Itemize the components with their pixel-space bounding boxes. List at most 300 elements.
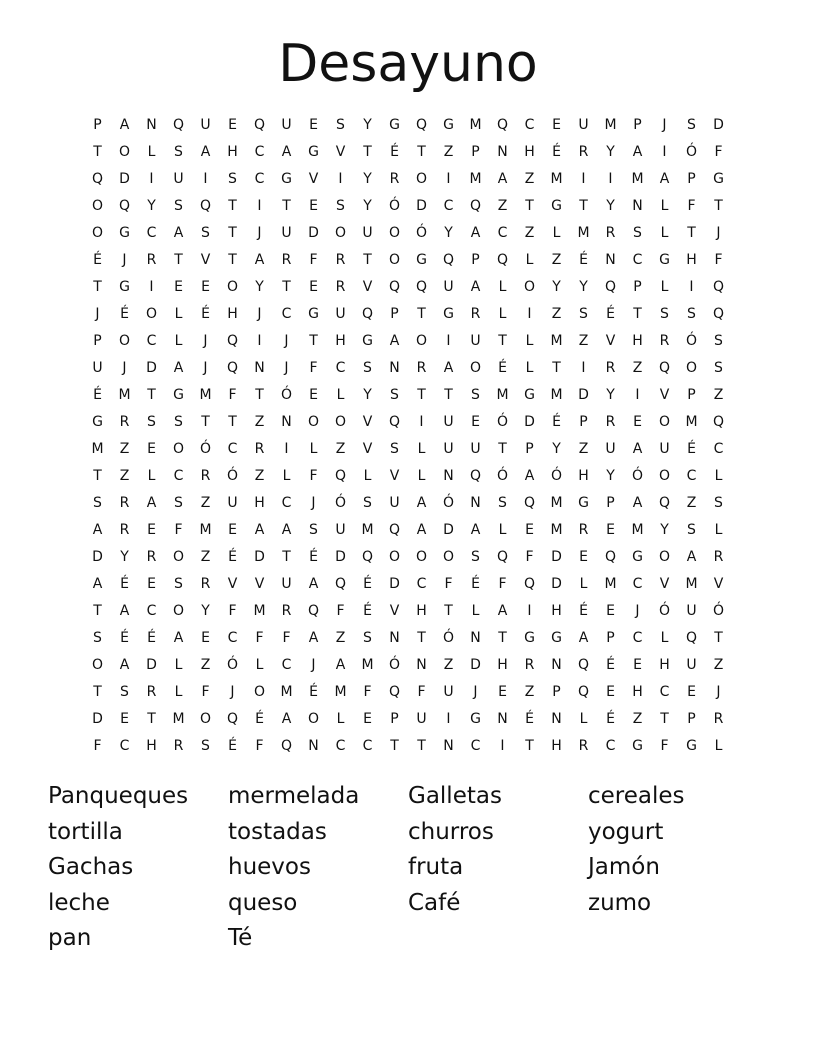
grid-letter[interactable]: É [120, 630, 129, 646]
grid-letter[interactable]: S [363, 630, 372, 646]
grid-letter[interactable]: S [93, 495, 102, 511]
grid-letter[interactable]: L [336, 711, 345, 727]
grid-letter[interactable]: P [687, 387, 696, 403]
grid-letter[interactable]: E [120, 711, 129, 727]
grid-letter[interactable]: L [309, 441, 318, 457]
grid-letter[interactable]: L [174, 657, 183, 673]
grid-letter[interactable]: E [606, 522, 615, 538]
grid-letter[interactable]: D [713, 117, 724, 133]
grid-letter[interactable]: G [119, 225, 130, 241]
grid-letter[interactable]: O [658, 549, 671, 565]
grid-letter[interactable]: C [146, 333, 157, 349]
grid-letter[interactable]: Ó [496, 414, 509, 430]
grid-letter[interactable]: F [444, 576, 453, 592]
grid-letter[interactable]: J [257, 306, 262, 322]
grid-letter[interactable]: L [147, 144, 156, 160]
grid-letter[interactable]: A [281, 711, 292, 727]
grid-letter[interactable]: G [632, 549, 643, 565]
grid-letter[interactable]: C [173, 468, 184, 484]
grid-letter[interactable]: É [309, 684, 318, 700]
grid-letter[interactable]: J [716, 225, 721, 241]
grid-letter[interactable]: I [635, 387, 640, 403]
grid-letter[interactable]: J [716, 684, 721, 700]
grid-letter[interactable]: A [308, 630, 319, 646]
grid-letter[interactable]: T [552, 360, 561, 376]
grid-letter[interactable]: J [635, 603, 640, 619]
grid-letter[interactable]: E [309, 279, 318, 295]
grid-letter[interactable]: Z [254, 414, 265, 430]
grid-letter[interactable]: Q [91, 171, 104, 187]
grid-letter[interactable]: P [633, 279, 642, 295]
grid-letter[interactable]: R [578, 144, 589, 160]
grid-letter[interactable]: Z [335, 441, 346, 457]
grid-letter[interactable]: T [309, 333, 318, 349]
grid-letter[interactable]: Z [200, 495, 211, 511]
grid-letter[interactable]: C [632, 576, 643, 592]
grid-letter[interactable]: O [145, 306, 158, 322]
grid-letter[interactable]: Q [577, 657, 590, 673]
grid-letter[interactable]: O [307, 414, 320, 430]
grid-letter[interactable]: É [228, 738, 237, 754]
grid-letter[interactable]: C [605, 738, 616, 754]
grid-letter[interactable]: N [146, 117, 157, 133]
grid-letter[interactable]: A [335, 657, 346, 673]
grid-letter[interactable]: Y [201, 603, 210, 619]
grid-letter[interactable]: É [606, 711, 615, 727]
grid-letter[interactable]: L [660, 198, 669, 214]
grid-letter[interactable]: E [525, 522, 534, 538]
grid-letter[interactable]: F [228, 387, 237, 403]
grid-letter[interactable]: A [416, 495, 427, 511]
grid-letter[interactable]: E [201, 630, 210, 646]
grid-letter[interactable]: P [471, 144, 480, 160]
grid-letter[interactable]: L [417, 441, 426, 457]
grid-letter[interactable]: T [714, 198, 723, 214]
grid-letter[interactable]: S [201, 738, 210, 754]
grid-letter[interactable]: P [606, 495, 615, 511]
grid-letter[interactable]: I [284, 441, 289, 457]
grid-letter[interactable]: R [281, 252, 292, 268]
grid-letter[interactable]: T [633, 306, 642, 322]
grid-letter[interactable]: A [119, 117, 130, 133]
grid-letter[interactable]: U [92, 360, 103, 376]
grid-letter[interactable]: L [714, 468, 723, 484]
grid-letter[interactable]: P [552, 684, 561, 700]
grid-letter[interactable]: H [632, 333, 643, 349]
grid-letter[interactable]: R [713, 711, 724, 727]
grid-letter[interactable]: R [200, 576, 211, 592]
grid-letter[interactable]: O [91, 657, 104, 673]
grid-letter[interactable]: I [446, 711, 451, 727]
grid-letter[interactable]: P [93, 117, 102, 133]
grid-letter[interactable]: R [254, 441, 265, 457]
grid-letter[interactable]: Z [119, 441, 130, 457]
grid-letter[interactable]: Q [523, 495, 536, 511]
grid-letter[interactable]: S [174, 414, 183, 430]
grid-letter[interactable]: J [311, 495, 316, 511]
grid-letter[interactable]: T [363, 252, 372, 268]
grid-letter[interactable]: R [578, 522, 589, 538]
grid-letter[interactable]: Q [226, 711, 239, 727]
grid-letter[interactable]: H [335, 333, 346, 349]
grid-letter[interactable]: F [660, 738, 669, 754]
grid-letter[interactable]: F [687, 198, 696, 214]
grid-letter[interactable]: G [470, 711, 481, 727]
grid-letter[interactable]: D [146, 360, 157, 376]
grid-letter[interactable]: I [527, 603, 532, 619]
grid-letter[interactable]: J [122, 360, 127, 376]
grid-letter[interactable]: S [714, 360, 723, 376]
grid-letter[interactable]: N [389, 630, 400, 646]
grid-letter[interactable]: R [146, 684, 157, 700]
grid-letter[interactable]: L [579, 576, 588, 592]
grid-letter[interactable]: Q [334, 468, 347, 484]
grid-letter[interactable]: J [284, 360, 289, 376]
grid-letter[interactable]: E [498, 684, 507, 700]
grid-letter[interactable]: T [93, 279, 102, 295]
grid-letter[interactable]: É [228, 549, 237, 565]
grid-letter[interactable]: A [146, 495, 157, 511]
grid-letter[interactable]: T [714, 630, 723, 646]
grid-letter[interactable]: V [308, 171, 319, 187]
grid-letter[interactable]: S [93, 630, 102, 646]
grid-letter[interactable]: T [444, 387, 453, 403]
grid-letter[interactable]: O [91, 198, 104, 214]
grid-letter[interactable]: V [227, 576, 238, 592]
grid-letter[interactable]: N [605, 252, 616, 268]
grid-letter[interactable]: V [605, 333, 616, 349]
grid-letter[interactable]: S [201, 225, 210, 241]
grid-letter[interactable]: T [417, 387, 426, 403]
grid-letter[interactable]: M [550, 171, 563, 187]
grid-letter[interactable]: N [470, 495, 481, 511]
grid-letter[interactable]: A [173, 225, 184, 241]
grid-letter[interactable]: O [118, 333, 131, 349]
grid-letter[interactable]: E [147, 576, 156, 592]
grid-letter[interactable]: M [469, 117, 482, 133]
grid-letter[interactable]: É [525, 711, 534, 727]
grid-letter[interactable]: É [552, 144, 561, 160]
grid-letter[interactable]: I [149, 279, 154, 295]
grid-letter[interactable]: L [714, 522, 723, 538]
grid-letter[interactable]: H [686, 252, 697, 268]
grid-letter[interactable]: E [174, 279, 183, 295]
grid-letter[interactable]: A [200, 144, 211, 160]
grid-letter[interactable]: F [201, 684, 210, 700]
grid-letter[interactable]: A [308, 576, 319, 592]
grid-letter[interactable]: E [309, 117, 318, 133]
grid-letter[interactable]: A [470, 279, 481, 295]
grid-letter[interactable]: D [389, 576, 400, 592]
grid-letter[interactable]: M [91, 441, 104, 457]
grid-letter[interactable]: Q [388, 684, 401, 700]
grid-letter[interactable]: I [257, 198, 262, 214]
grid-letter[interactable]: Y [552, 279, 561, 295]
grid-letter[interactable]: T [579, 198, 588, 214]
grid-letter[interactable]: S [714, 333, 723, 349]
grid-letter[interactable]: H [551, 603, 562, 619]
grid-letter[interactable]: F [309, 360, 318, 376]
grid-letter[interactable]: O [388, 252, 401, 268]
grid-letter[interactable]: H [227, 144, 238, 160]
grid-letter[interactable]: S [687, 522, 696, 538]
grid-letter[interactable]: F [228, 603, 237, 619]
grid-letter[interactable]: T [228, 198, 237, 214]
grid-letter[interactable]: N [551, 657, 562, 673]
grid-letter[interactable]: Z [497, 198, 508, 214]
grid-letter[interactable]: L [714, 738, 723, 754]
grid-letter[interactable]: F [309, 468, 318, 484]
grid-letter[interactable]: O [199, 711, 212, 727]
grid-letter[interactable]: L [174, 306, 183, 322]
grid-letter[interactable]: Z [551, 252, 562, 268]
grid-letter[interactable]: E [147, 522, 156, 538]
grid-letter[interactable]: M [631, 522, 644, 538]
grid-letter[interactable]: Y [363, 198, 372, 214]
grid-letter[interactable]: U [605, 441, 616, 457]
grid-letter[interactable]: U [335, 306, 346, 322]
grid-letter[interactable]: Ó [199, 441, 212, 457]
grid-letter[interactable]: Q [712, 306, 725, 322]
grid-letter[interactable]: Q [604, 549, 617, 565]
grid-letter[interactable]: Ó [685, 144, 698, 160]
grid-letter[interactable]: C [254, 144, 265, 160]
grid-letter[interactable]: T [498, 441, 507, 457]
grid-letter[interactable]: D [416, 198, 427, 214]
grid-letter[interactable]: G [524, 387, 535, 403]
grid-letter[interactable]: E [309, 387, 318, 403]
grid-letter[interactable]: U [578, 117, 589, 133]
grid-letter[interactable]: Ó [442, 495, 455, 511]
grid-letter[interactable]: M [469, 171, 482, 187]
grid-letter[interactable]: Q [712, 279, 725, 295]
grid-letter[interactable]: D [119, 171, 130, 187]
grid-letter[interactable]: U [200, 117, 211, 133]
grid-letter[interactable]: Q [442, 252, 455, 268]
grid-letter[interactable]: Ó [442, 630, 455, 646]
grid-letter[interactable]: T [93, 603, 102, 619]
grid-letter[interactable]: A [119, 603, 130, 619]
grid-letter[interactable]: S [336, 117, 345, 133]
grid-letter[interactable]: C [497, 225, 508, 241]
grid-letter[interactable]: G [578, 495, 589, 511]
grid-letter[interactable]: S [687, 117, 696, 133]
grid-letter[interactable]: G [281, 171, 292, 187]
grid-letter[interactable]: D [308, 225, 319, 241]
grid-letter[interactable]: R [119, 522, 130, 538]
grid-letter[interactable]: U [416, 711, 427, 727]
grid-letter[interactable]: V [362, 279, 373, 295]
grid-letter[interactable]: R [335, 252, 346, 268]
grid-letter[interactable]: Y [363, 117, 372, 133]
grid-letter[interactable]: I [689, 279, 694, 295]
grid-letter[interactable]: T [417, 306, 426, 322]
grid-letter[interactable]: C [146, 603, 157, 619]
grid-letter[interactable]: S [687, 306, 696, 322]
grid-letter[interactable]: L [282, 468, 291, 484]
grid-letter[interactable]: Y [606, 144, 615, 160]
grid-letter[interactable]: U [470, 441, 481, 457]
grid-letter[interactable]: D [443, 522, 454, 538]
grid-letter[interactable]: N [281, 414, 292, 430]
grid-letter[interactable]: O [415, 171, 428, 187]
grid-letter[interactable]: F [714, 252, 723, 268]
grid-letter[interactable]: H [659, 657, 670, 673]
grid-letter[interactable]: F [255, 738, 264, 754]
grid-letter[interactable]: U [659, 441, 670, 457]
grid-letter[interactable]: Q [415, 279, 428, 295]
grid-letter[interactable]: Y [660, 522, 669, 538]
grid-letter[interactable]: J [284, 333, 289, 349]
grid-letter[interactable]: C [227, 441, 238, 457]
grid-letter[interactable]: G [551, 630, 562, 646]
grid-letter[interactable]: L [525, 333, 534, 349]
grid-letter[interactable]: A [92, 522, 103, 538]
grid-letter[interactable]: D [92, 549, 103, 565]
grid-letter[interactable]: S [309, 522, 318, 538]
grid-letter[interactable]: T [228, 252, 237, 268]
grid-letter[interactable]: N [632, 198, 643, 214]
grid-letter[interactable]: C [659, 684, 670, 700]
grid-letter[interactable]: S [174, 198, 183, 214]
grid-letter[interactable]: M [199, 387, 212, 403]
grid-letter[interactable]: Q [280, 738, 293, 754]
grid-letter[interactable]: V [713, 576, 724, 592]
grid-letter[interactable]: O [415, 549, 428, 565]
grid-letter[interactable]: L [336, 387, 345, 403]
grid-letter[interactable]: T [93, 144, 102, 160]
grid-letter[interactable]: L [174, 684, 183, 700]
grid-letter[interactable]: É [147, 630, 156, 646]
grid-letter[interactable]: T [282, 198, 291, 214]
grid-letter[interactable]: R [605, 360, 616, 376]
grid-letter[interactable]: C [632, 252, 643, 268]
grid-letter[interactable]: C [146, 225, 157, 241]
grid-letter[interactable]: J [95, 306, 100, 322]
grid-letter[interactable]: I [257, 333, 262, 349]
grid-letter[interactable]: Ó [550, 468, 563, 484]
grid-letter[interactable]: F [174, 522, 183, 538]
grid-letter[interactable]: E [633, 414, 642, 430]
grid-letter[interactable]: Q [118, 198, 131, 214]
grid-letter[interactable]: C [335, 738, 346, 754]
grid-letter[interactable]: Y [606, 468, 615, 484]
grid-letter[interactable]: Z [443, 144, 454, 160]
grid-letter[interactable]: N [443, 738, 454, 754]
grid-letter[interactable]: R [146, 252, 157, 268]
grid-letter[interactable]: M [550, 387, 563, 403]
grid-letter[interactable]: T [282, 279, 291, 295]
grid-letter[interactable]: É [390, 144, 399, 160]
grid-letter[interactable]: P [606, 630, 615, 646]
grid-letter[interactable]: Q [388, 522, 401, 538]
grid-letter[interactable]: L [552, 225, 561, 241]
grid-letter[interactable]: U [281, 576, 292, 592]
grid-letter[interactable]: H [632, 684, 643, 700]
grid-letter[interactable]: R [335, 279, 346, 295]
grid-letter[interactable]: É [309, 549, 318, 565]
grid-letter[interactable]: Z [713, 387, 724, 403]
grid-letter[interactable]: T [417, 630, 426, 646]
grid-letter[interactable]: M [280, 684, 293, 700]
grid-letter[interactable]: N [416, 657, 427, 673]
grid-letter[interactable]: S [390, 387, 399, 403]
grid-letter[interactable]: O [334, 225, 347, 241]
grid-letter[interactable]: H [227, 306, 238, 322]
grid-letter[interactable]: N [389, 360, 400, 376]
grid-letter[interactable]: E [633, 657, 642, 673]
grid-letter[interactable]: O [658, 468, 671, 484]
grid-letter[interactable]: Q [307, 603, 320, 619]
grid-letter[interactable]: G [308, 306, 319, 322]
grid-letter[interactable]: R [173, 738, 184, 754]
grid-letter[interactable]: R [659, 333, 670, 349]
grid-letter[interactable]: C [281, 495, 292, 511]
grid-letter[interactable]: Q [496, 117, 509, 133]
grid-letter[interactable]: C [335, 360, 346, 376]
grid-letter[interactable]: G [308, 144, 319, 160]
grid-letter[interactable]: P [390, 711, 399, 727]
grid-letter[interactable]: T [444, 603, 453, 619]
grid-letter[interactable]: J [473, 684, 478, 700]
grid-letter[interactable]: V [389, 603, 400, 619]
grid-letter[interactable]: Y [255, 279, 264, 295]
grid-letter[interactable]: O [685, 360, 698, 376]
grid-letter[interactable]: A [470, 225, 481, 241]
grid-letter[interactable]: C [281, 306, 292, 322]
grid-letter[interactable]: D [92, 711, 103, 727]
grid-letter[interactable]: M [118, 387, 131, 403]
grid-letter[interactable]: M [685, 576, 698, 592]
grid-letter[interactable]: Ó [388, 657, 401, 673]
grid-letter[interactable]: É [201, 306, 210, 322]
grid-letter[interactable]: R [389, 171, 400, 187]
grid-letter[interactable]: L [147, 468, 156, 484]
grid-letter[interactable]: U [335, 522, 346, 538]
grid-letter[interactable]: Z [713, 657, 724, 673]
grid-letter[interactable]: I [662, 144, 667, 160]
grid-letter[interactable]: Z [632, 711, 643, 727]
grid-letter[interactable]: U [470, 333, 481, 349]
grid-letter[interactable]: A [659, 171, 670, 187]
grid-letter[interactable]: R [578, 738, 589, 754]
grid-letter[interactable]: Q [172, 117, 185, 133]
grid-letter[interactable]: H [146, 738, 157, 754]
grid-letter[interactable]: M [334, 684, 347, 700]
grid-letter[interactable]: H [416, 603, 427, 619]
grid-letter[interactable]: Z [254, 468, 265, 484]
grid-letter[interactable]: F [282, 630, 291, 646]
grid-letter[interactable]: N [497, 144, 508, 160]
grid-letter[interactable]: Y [363, 387, 372, 403]
grid-letter[interactable]: A [254, 252, 265, 268]
grid-letter[interactable]: Q [226, 360, 239, 376]
grid-letter[interactable]: G [551, 198, 562, 214]
grid-letter[interactable]: Ó [388, 198, 401, 214]
grid-letter[interactable]: G [362, 333, 373, 349]
grid-letter[interactable]: U [173, 171, 184, 187]
grid-letter[interactable]: J [662, 117, 667, 133]
grid-letter[interactable]: A [632, 495, 643, 511]
grid-letter[interactable]: U [443, 414, 454, 430]
grid-letter[interactable]: T [417, 738, 426, 754]
grid-letter[interactable]: T [363, 144, 372, 160]
grid-letter[interactable]: U [443, 279, 454, 295]
grid-letter[interactable]: Q [199, 198, 212, 214]
grid-letter[interactable]: A [686, 549, 697, 565]
grid-letter[interactable]: I [419, 414, 424, 430]
grid-letter[interactable]: U [227, 495, 238, 511]
